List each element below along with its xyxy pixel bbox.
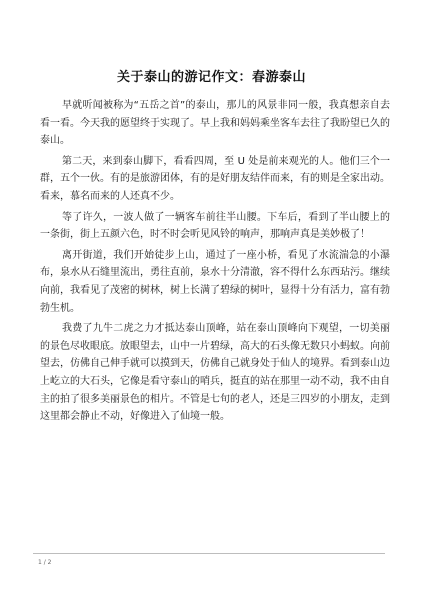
page-number: 1 / 2 xyxy=(38,559,52,566)
paragraph-5: 我费了九牛二虎之力才抵达泰山顶峰，站在泰山顶峰向下观望，一切美丽的景色尽收眼底。放眼望去，山中一片碧绿，高大的石头像无数只小蚂蚁。向前望去，仿佛自己伸手就可以摸到天，仿佛自己就身处于仙人的境界。看到泰山边上屹立的大石头，它像是看守泰山的哨兵，挺直的站在那里一动不动，我不由自主的拍了很多美丽景色的相片。不管是七旬的老人，还是三四岁的小朋友，走到这里都会静止不动，好像进入了仙境一般。 xyxy=(40,323,390,423)
document-body xyxy=(40,97,390,429)
footer-divider xyxy=(33,553,385,554)
paragraph-3: 等了许久，一波人做了一辆客车前往半山腰。下车后，看到了半山腰上的一条街，街上五颜六色，时不时会听见风铃的响声，那响声真是美妙极了！ xyxy=(40,211,390,241)
paragraph-1: 早就听闻被称为“五岳之首”的泰山，那儿的风景非同一般，我真想亲自去看一看。今天我的愿望终于实现了。早上我和妈妈乘坐客车去往了我盼望已久的泰山。 xyxy=(40,100,390,147)
document-title: 关于泰山的游记作文：春游泰山 xyxy=(116,70,306,85)
paragraph-4: 离开街道，我们开始徒步上山，通过了一座小桥，看见了水流湍急的小瀑布，泉水从石缝里流出，勇往直前，泉水十分清澈，容不得什么东西玷污。继续向前，我看见了茂密的树林，树上长满了碧绿的树叶，显得十分有活力，富有勃勃生机。 xyxy=(40,249,390,314)
paragraph-2: 第二天，来到泰山脚下，看看四周，至 U 处是前来观光的人。他们三个一群，五个一伙。有的是旅游团体，有的是好朋友结伴而来，有的则是全家出动。看来，慕名而来的人还真不少。 xyxy=(40,155,390,202)
